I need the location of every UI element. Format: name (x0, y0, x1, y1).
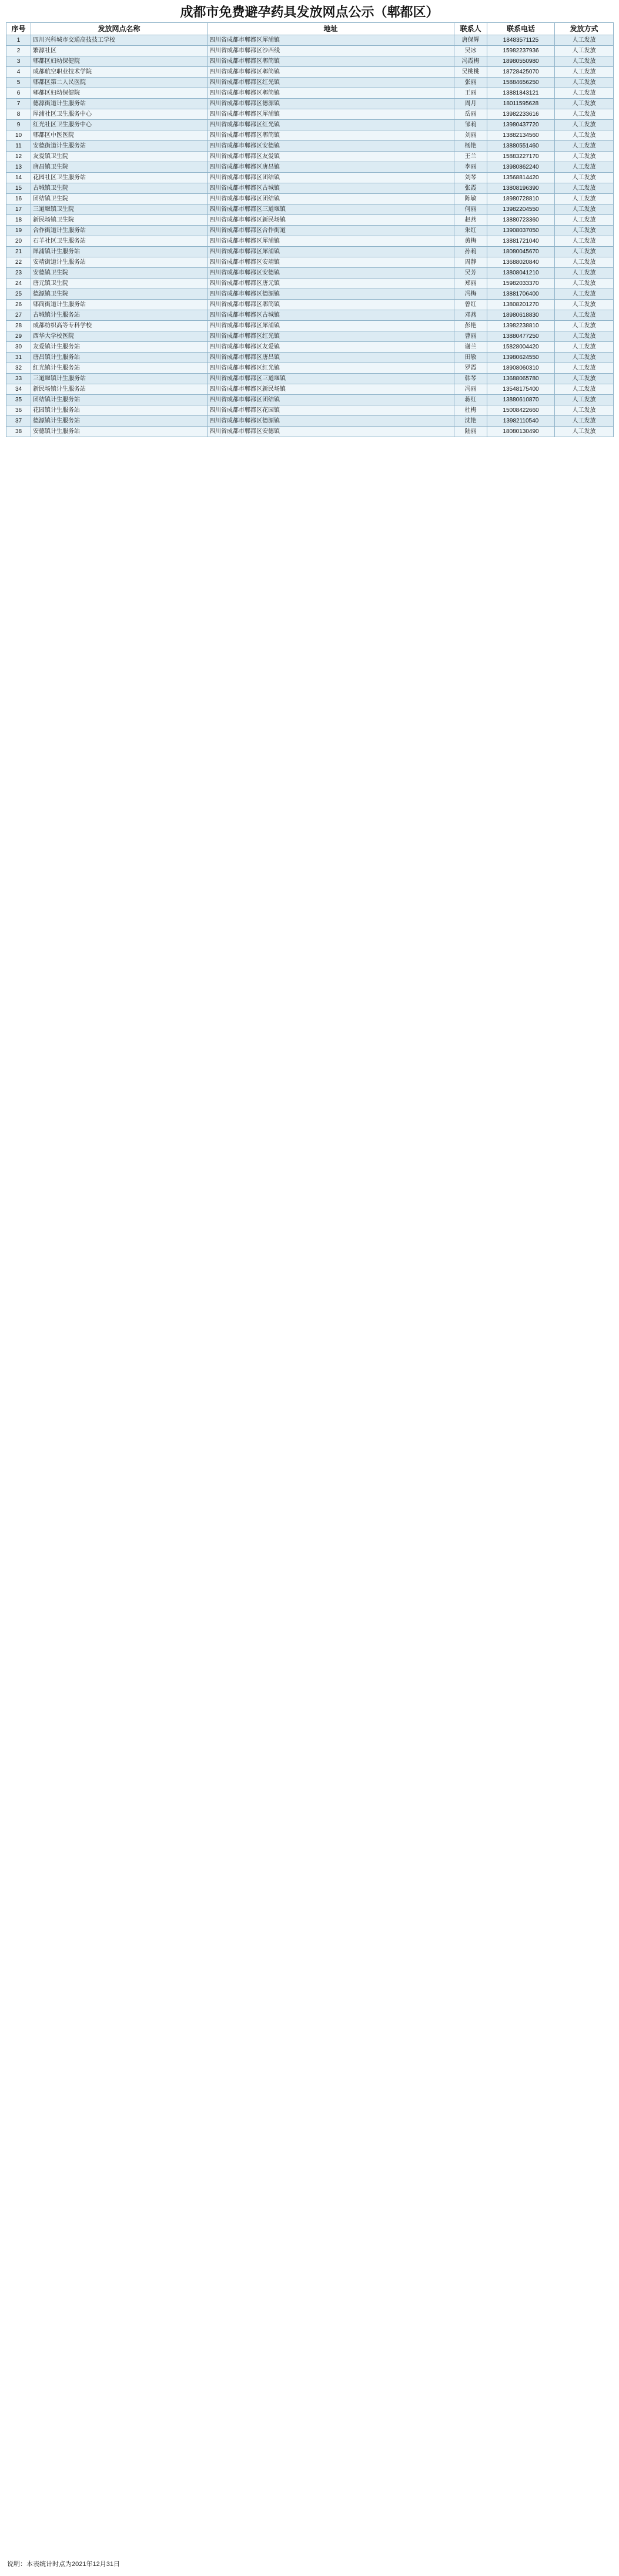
site-name-cell: 唐昌镇计生服务站 (31, 353, 208, 363)
row-no-cell: 12 (6, 152, 31, 162)
distribution-sites-table (6, 22, 614, 437)
contact-phone-cell: 13688065780 (487, 374, 555, 384)
address-cell: 四川省成都市郫都区新民场镇 (208, 384, 454, 395)
contact-person-cell: 田敏 (454, 353, 487, 363)
address-cell: 四川省成都市郫都区团结镇 (208, 395, 454, 405)
contact-phone-cell: 15982033370 (487, 279, 555, 289)
table-row (6, 257, 614, 268)
row-no-cell: 37 (6, 416, 31, 427)
contact-phone-cell: 13881721040 (487, 236, 555, 247)
row-no-cell: 15 (6, 183, 31, 194)
table-row (6, 226, 614, 236)
distribution-method-cell: 人工发放 (555, 374, 614, 384)
contact-phone-cell: 13808196390 (487, 183, 555, 194)
contact-phone-cell: 13982233616 (487, 109, 555, 120)
distribution-method-cell: 人工发放 (555, 130, 614, 141)
contact-phone-cell: 15884656250 (487, 78, 555, 88)
row-no-cell: 13 (6, 162, 31, 173)
address-cell: 四川省成都市郫都区三道堰镇 (208, 204, 454, 215)
contact-person-cell: 冯霞梅 (454, 56, 487, 67)
contact-phone-cell: 13688020840 (487, 257, 555, 268)
contact-person-cell: 吴冰 (454, 46, 487, 56)
row-no-cell: 30 (6, 342, 31, 353)
site-name-cell: 花园镇计生服务站 (31, 405, 208, 416)
row-no-cell: 9 (6, 120, 31, 130)
table-row (6, 204, 614, 215)
distribution-method-cell: 人工发放 (555, 162, 614, 173)
table-row (6, 46, 614, 56)
table-row (6, 120, 614, 130)
address-cell: 四川省成都市郫都区红光镇 (208, 363, 454, 374)
contact-person-cell: 刘琴 (454, 173, 487, 183)
site-name-cell: 西华大学校医院 (31, 331, 208, 342)
site-name-cell: 安靖街道计生服务站 (31, 257, 208, 268)
table-row (6, 427, 614, 437)
row-no-cell: 23 (6, 268, 31, 279)
table-row (6, 247, 614, 257)
row-no-cell: 6 (6, 88, 31, 99)
contact-phone-cell: 13880610870 (487, 395, 555, 405)
address-cell: 四川省成都市郫都区团结镇 (208, 173, 454, 183)
contact-phone-cell: 18980618830 (487, 310, 555, 321)
distribution-method-cell: 人工发放 (555, 173, 614, 183)
contact-phone-cell: 13808041210 (487, 268, 555, 279)
distribution-method-cell: 人工发放 (555, 331, 614, 342)
contact-phone-cell: 18980728810 (487, 194, 555, 204)
distribution-method-cell: 人工发放 (555, 141, 614, 152)
contact-person-cell: 何丽 (454, 204, 487, 215)
contact-phone-cell: 18080045670 (487, 247, 555, 257)
contact-person-cell: 张丽 (454, 78, 487, 88)
distribution-method-cell: 人工发放 (555, 289, 614, 300)
row-no-cell: 29 (6, 331, 31, 342)
site-name-cell: 团结镇卫生院 (31, 194, 208, 204)
contact-phone-cell: 13808201270 (487, 300, 555, 310)
contact-person-cell: 郑丽 (454, 279, 487, 289)
contact-person-cell: 韩琴 (454, 374, 487, 384)
address-cell: 四川省成都市郫都区德源镇 (208, 289, 454, 300)
column-header-method: 发放方式 (555, 23, 614, 35)
row-no-cell: 22 (6, 257, 31, 268)
distribution-method-cell: 人工发放 (555, 416, 614, 427)
contact-person-cell: 谢兰 (454, 342, 487, 353)
site-name-cell: 三道堰镇卫生院 (31, 204, 208, 215)
contact-phone-cell: 15828004420 (487, 342, 555, 353)
site-name-cell: 红光镇计生服务站 (31, 363, 208, 374)
row-no-cell: 38 (6, 427, 31, 437)
row-no-cell: 1 (6, 35, 31, 46)
row-no-cell: 10 (6, 130, 31, 141)
address-cell: 四川省成都市郫都区三道堰镇 (208, 374, 454, 384)
address-cell: 四川省成都市郫都区德源镇 (208, 416, 454, 427)
address-cell: 四川省成都市郫都区友爱镇 (208, 152, 454, 162)
row-no-cell: 32 (6, 363, 31, 374)
row-no-cell: 35 (6, 395, 31, 405)
address-cell: 四川省成都市郫都区犀浦镇 (208, 236, 454, 247)
table-row (6, 321, 614, 331)
address-cell: 四川省成都市郫都区安德镇 (208, 268, 454, 279)
contact-person-cell: 唐保辉 (454, 35, 487, 46)
distribution-method-cell: 人工发放 (555, 35, 614, 46)
distribution-method-cell: 人工发放 (555, 310, 614, 321)
contact-phone-cell: 13982238810 (487, 321, 555, 331)
contact-person-cell: 曾红 (454, 300, 487, 310)
table-row (6, 331, 614, 342)
row-no-cell: 14 (6, 173, 31, 183)
site-name-cell: 犀浦镇计生服务站 (31, 247, 208, 257)
contact-phone-cell: 13880723360 (487, 215, 555, 226)
contact-person-cell: 沈艳 (454, 416, 487, 427)
column-header-address: 地址 (208, 23, 454, 35)
address-cell: 四川省成都市郫都区唐昌镇 (208, 162, 454, 173)
contact-phone-cell: 18483571125 (487, 35, 555, 46)
row-no-cell: 16 (6, 194, 31, 204)
distribution-method-cell: 人工发放 (555, 236, 614, 247)
column-header-no: 序号 (6, 23, 31, 35)
contact-person-cell: 赵燕 (454, 215, 487, 226)
column-header-site: 发放网点名称 (31, 23, 208, 35)
distribution-method-cell: 人工发放 (555, 88, 614, 99)
address-cell: 四川省成都市郫都区唐昌镇 (208, 353, 454, 363)
table-row (6, 78, 614, 88)
contact-person-cell: 杜梅 (454, 405, 487, 416)
row-no-cell: 5 (6, 78, 31, 88)
site-name-cell: 红光社区卫生服务中心 (31, 120, 208, 130)
site-name-cell: 成都纺织高等专科学校 (31, 321, 208, 331)
contact-person-cell: 蒋红 (454, 395, 487, 405)
address-cell: 四川省成都市郫都区德源镇 (208, 99, 454, 109)
table-row (6, 236, 614, 247)
row-no-cell: 3 (6, 56, 31, 67)
site-name-cell: 德源街道计生服务站 (31, 99, 208, 109)
table-row (6, 35, 614, 46)
distribution-method-cell: 人工发放 (555, 215, 614, 226)
row-no-cell: 27 (6, 310, 31, 321)
row-no-cell: 7 (6, 99, 31, 109)
row-no-cell: 18 (6, 215, 31, 226)
site-name-cell: 安德街道计生服务站 (31, 141, 208, 152)
table-row (6, 384, 614, 395)
row-no-cell: 21 (6, 247, 31, 257)
table-row (6, 173, 614, 183)
distribution-method-cell: 人工发放 (555, 46, 614, 56)
site-name-cell: 三道堰镇计生服务站 (31, 374, 208, 384)
address-cell: 四川省成都市郫都区郫筒镇 (208, 300, 454, 310)
address-cell: 四川省成都市郫都区唐元镇 (208, 279, 454, 289)
contact-phone-cell: 13880551460 (487, 141, 555, 152)
table-row (6, 162, 614, 173)
row-no-cell: 31 (6, 353, 31, 363)
distribution-method-cell: 人工发放 (555, 152, 614, 162)
distribution-method-cell: 人工发放 (555, 183, 614, 194)
contact-phone-cell: 13982204550 (487, 204, 555, 215)
contact-phone-cell: 18980550980 (487, 56, 555, 67)
contact-phone-cell: 13881843121 (487, 88, 555, 99)
table-row (6, 289, 614, 300)
table-row (6, 109, 614, 120)
distribution-method-cell: 人工发放 (555, 120, 614, 130)
contact-phone-cell: 13908037050 (487, 226, 555, 236)
table-row (6, 56, 614, 67)
contact-phone-cell: 18011595628 (487, 99, 555, 109)
row-no-cell: 25 (6, 289, 31, 300)
table-body (6, 35, 614, 437)
table-row (6, 194, 614, 204)
contact-phone-cell: 13881706400 (487, 289, 555, 300)
distribution-method-cell: 人工发放 (555, 67, 614, 78)
contact-person-cell: 曹丽 (454, 331, 487, 342)
table-row (6, 416, 614, 427)
contact-person-cell: 岳丽 (454, 109, 487, 120)
site-name-cell: 合作街道计生服务站 (31, 226, 208, 236)
address-cell: 四川省成都市郫都区合作街道 (208, 226, 454, 236)
contact-person-cell: 彭艳 (454, 321, 487, 331)
contact-phone-cell: 15982237936 (487, 46, 555, 56)
site-name-cell: 郫筒街道计生服务站 (31, 300, 208, 310)
address-cell: 四川省成都市郫都区红光镇 (208, 78, 454, 88)
table-header-row (6, 23, 614, 35)
contact-person-cell: 吴桃桃 (454, 67, 487, 78)
address-cell: 四川省成都市郫都区沙西线 (208, 46, 454, 56)
contact-person-cell: 冯梅 (454, 289, 487, 300)
distribution-method-cell: 人工发放 (555, 194, 614, 204)
address-cell: 四川省成都市郫都区友爱镇 (208, 342, 454, 353)
address-cell: 四川省成都市郫都区郫筒镇 (208, 88, 454, 99)
site-name-cell: 花园社区卫生服务站 (31, 173, 208, 183)
table-row (6, 374, 614, 384)
contact-phone-cell: 13980624550 (487, 353, 555, 363)
address-cell: 四川省成都市郫都区古城镇 (208, 310, 454, 321)
contact-person-cell: 刘丽 (454, 130, 487, 141)
contact-person-cell: 陆丽 (454, 427, 487, 437)
distribution-method-cell: 人工发放 (555, 109, 614, 120)
table-row (6, 268, 614, 279)
distribution-method-cell: 人工发放 (555, 247, 614, 257)
contact-person-cell: 邓燕 (454, 310, 487, 321)
contact-phone-cell: 18728425070 (487, 67, 555, 78)
contact-phone-cell: 13568814420 (487, 173, 555, 183)
site-name-cell: 友爱镇计生服务站 (31, 342, 208, 353)
row-no-cell: 36 (6, 405, 31, 416)
row-no-cell: 19 (6, 226, 31, 236)
address-cell: 四川省成都市郫都区团结镇 (208, 194, 454, 204)
site-name-cell: 郫都区中医医院 (31, 130, 208, 141)
site-name-cell: 成都航空职业技术学院 (31, 67, 208, 78)
site-name-cell: 安德镇计生服务站 (31, 427, 208, 437)
contact-person-cell: 张霞 (454, 183, 487, 194)
contact-phone-cell: 13548175400 (487, 384, 555, 395)
row-no-cell: 24 (6, 279, 31, 289)
page-title: 成都市免费避孕药具发放网点公示（郫都区） (180, 5, 439, 19)
contact-phone-cell: 13982110540 (487, 416, 555, 427)
table-row (6, 130, 614, 141)
table-row (6, 183, 614, 194)
contact-phone-cell: 18908060310 (487, 363, 555, 374)
site-name-cell: 古城镇计生服务站 (31, 310, 208, 321)
site-name-cell: 古城镇卫生院 (31, 183, 208, 194)
distribution-method-cell: 人工发放 (555, 405, 614, 416)
contact-person-cell: 邹莉 (454, 120, 487, 130)
distribution-method-cell: 人工发放 (555, 353, 614, 363)
site-name-cell: 四川兴科城市交通高技技工学校 (31, 35, 208, 46)
address-cell: 四川省成都市郫都区古城镇 (208, 183, 454, 194)
row-no-cell: 17 (6, 204, 31, 215)
contact-person-cell: 李丽 (454, 162, 487, 173)
contact-phone-cell: 18080130490 (487, 427, 555, 437)
table-row (6, 215, 614, 226)
site-name-cell: 新民场镇卫生院 (31, 215, 208, 226)
distribution-method-cell: 人工发放 (555, 204, 614, 215)
contact-person-cell: 冯丽 (454, 384, 487, 395)
row-no-cell: 26 (6, 300, 31, 310)
site-name-cell: 郫都区第二人民医院 (31, 78, 208, 88)
table-row (6, 152, 614, 162)
table-row (6, 279, 614, 289)
table-row (6, 363, 614, 374)
address-cell: 四川省成都市郫都区新民场镇 (208, 215, 454, 226)
table-row (6, 67, 614, 78)
site-name-cell: 郫都区妇幼保健院 (31, 56, 208, 67)
distribution-method-cell: 人工发放 (555, 321, 614, 331)
site-name-cell: 郫都区妇幼保健院 (31, 88, 208, 99)
distribution-method-cell: 人工发放 (555, 427, 614, 437)
address-cell: 四川省成都市郫都区安德镇 (208, 141, 454, 152)
contact-person-cell: 孙莉 (454, 247, 487, 257)
contact-phone-cell: 15883227170 (487, 152, 555, 162)
distribution-method-cell: 人工发放 (555, 257, 614, 268)
contact-phone-cell: 13980862240 (487, 162, 555, 173)
row-no-cell: 11 (6, 141, 31, 152)
distribution-method-cell: 人工发放 (555, 342, 614, 353)
contact-phone-cell: 15008422660 (487, 405, 555, 416)
address-cell: 四川省成都市郫都区郫筒镇 (208, 130, 454, 141)
row-no-cell: 33 (6, 374, 31, 384)
address-cell: 四川省成都市郫都区犀浦镇 (208, 321, 454, 331)
contact-person-cell: 陈敏 (454, 194, 487, 204)
address-cell: 四川省成都市郫都区犀浦镇 (208, 247, 454, 257)
distribution-method-cell: 人工发放 (555, 56, 614, 67)
site-name-cell: 德源镇计生服务站 (31, 416, 208, 427)
table-row (6, 99, 614, 109)
table-row (6, 141, 614, 152)
row-no-cell: 34 (6, 384, 31, 395)
address-cell: 四川省成都市郫都区红光镇 (208, 120, 454, 130)
row-no-cell: 4 (6, 67, 31, 78)
site-name-cell: 犀浦社区卫生服务中心 (31, 109, 208, 120)
distribution-method-cell: 人工发放 (555, 268, 614, 279)
row-no-cell: 8 (6, 109, 31, 120)
distribution-method-cell: 人工发放 (555, 99, 614, 109)
contact-person-cell: 黄梅 (454, 236, 487, 247)
table-row (6, 342, 614, 353)
distribution-method-cell: 人工发放 (555, 226, 614, 236)
address-cell: 四川省成都市郫都区犀浦镇 (208, 35, 454, 46)
site-name-cell: 团结镇计生服务站 (31, 395, 208, 405)
table-row (6, 88, 614, 99)
row-no-cell: 20 (6, 236, 31, 247)
site-name-cell: 友爱镇卫生院 (31, 152, 208, 162)
site-name-cell: 唐昌镇卫生院 (31, 162, 208, 173)
address-cell: 四川省成都市郫都区安靖镇 (208, 257, 454, 268)
address-cell: 四川省成都市郫都区郫筒镇 (208, 56, 454, 67)
table-row (6, 310, 614, 321)
contact-person-cell: 王丽 (454, 88, 487, 99)
contact-person-cell: 朱红 (454, 226, 487, 236)
distribution-method-cell: 人工发放 (555, 78, 614, 88)
row-no-cell: 2 (6, 46, 31, 56)
footnote: 说明：本表统计时点为2021年12月31日 (7, 2561, 120, 2568)
distribution-method-cell: 人工发放 (555, 395, 614, 405)
contact-person-cell: 周月 (454, 99, 487, 109)
distribution-method-cell: 人工发放 (555, 384, 614, 395)
column-header-contact: 联系人 (454, 23, 487, 35)
site-name-cell: 唐元镇卫生院 (31, 279, 208, 289)
address-cell: 四川省成都市郫都区红光镇 (208, 331, 454, 342)
contact-phone-cell: 13880477250 (487, 331, 555, 342)
contact-person-cell: 吴芳 (454, 268, 487, 279)
site-name-cell: 安德镇卫生院 (31, 268, 208, 279)
address-cell: 四川省成都市郫都区犀浦镇 (208, 109, 454, 120)
address-cell: 四川省成都市郫都区郫筒镇 (208, 67, 454, 78)
table-row (6, 405, 614, 416)
site-name-cell: 新民场镇计生服务站 (31, 384, 208, 395)
site-name-cell: 石羊社区卫生服务站 (31, 236, 208, 247)
contact-person-cell: 王兰 (454, 152, 487, 162)
column-header-phone: 联系电话 (487, 23, 555, 35)
distribution-method-cell: 人工发放 (555, 279, 614, 289)
row-no-cell: 28 (6, 321, 31, 331)
table-row (6, 395, 614, 405)
contact-person-cell: 周静 (454, 257, 487, 268)
contact-person-cell: 杨艳 (454, 141, 487, 152)
site-name-cell: 繁源社区 (31, 46, 208, 56)
contact-phone-cell: 13980437720 (487, 120, 555, 130)
address-cell: 四川省成都市郫都区安德镇 (208, 427, 454, 437)
address-cell: 四川省成都市郫都区花园镇 (208, 405, 454, 416)
site-name-cell: 德源镇卫生院 (31, 289, 208, 300)
distribution-method-cell: 人工发放 (555, 363, 614, 374)
table-row (6, 300, 614, 310)
table-row (6, 353, 614, 363)
contact-phone-cell: 13882134560 (487, 130, 555, 141)
distribution-method-cell: 人工发放 (555, 300, 614, 310)
contact-person-cell: 罗霞 (454, 363, 487, 374)
